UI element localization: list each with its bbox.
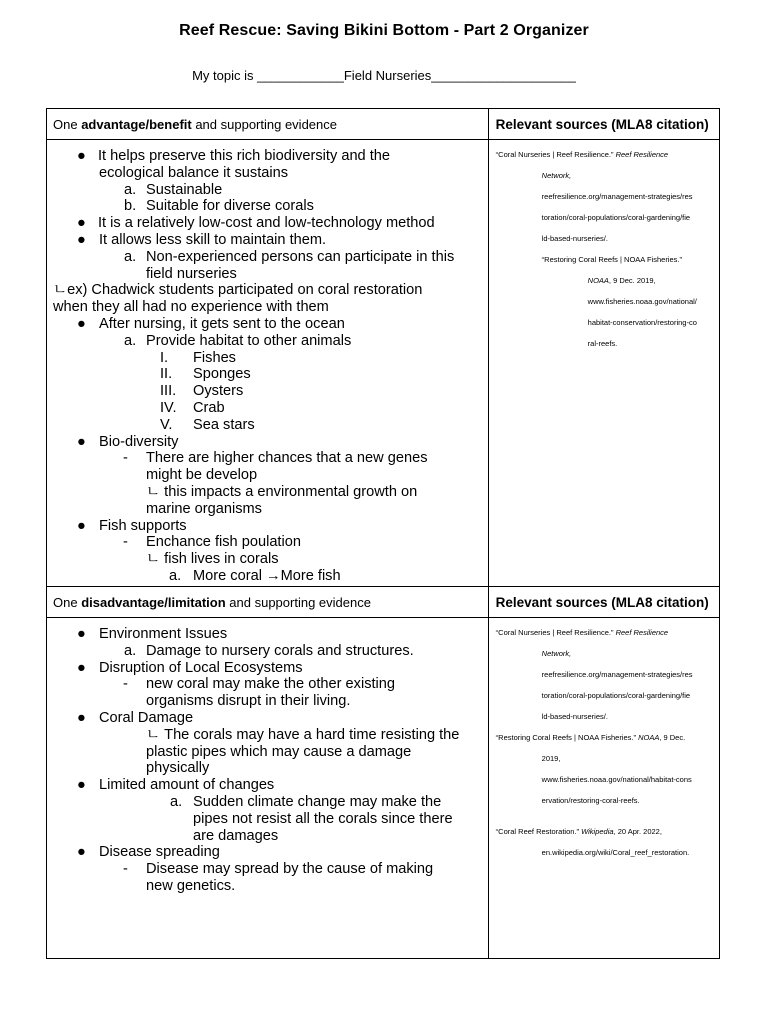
disadvantage-line [53,660,484,677]
disadvantage-citation-line: “Restoring Coral Reefs | NOAA Fisheries.” NOAA, 9 Dec. [495,733,686,742]
advantage-citation-line: ral-reefs. [587,339,618,348]
advantage-marker: III. [160,383,177,400]
advantage-text: Suitable for diverse corals [146,198,314,215]
advantage-marker: a. [124,332,137,349]
disadvantage-sources-cell [488,618,719,959]
advantage-text: It is a relatively low-cost and low-technology method [98,215,435,232]
advantage-text: Sustainable [146,181,223,198]
advantage-line [53,400,484,417]
organizer-table [46,108,720,959]
advantage-line [53,198,484,215]
advantage-line [53,316,484,333]
disadvantage-citation-line: ervation/restoring-coral-reefs. [541,796,640,805]
advantage-text: when they all had no experience with them [53,299,329,316]
advantage-marker: ● [77,433,86,450]
disadvantage-text: are damages [193,827,279,844]
advantage-text: After nursing, it gets sent to the ocean [99,315,345,332]
advantage-text: marine organisms [146,500,262,517]
disadvantage-citation-line: reefresilience.org/management-strategies/res [541,670,693,679]
disadvantage-citation-line: “Coral Nurseries | Reef Resilience.” Reef Resilience [495,628,669,637]
advantage-citation-line: www.fisheries.noaa.gov/national/ [587,297,697,306]
advantage-line [53,501,484,518]
advantage-text: ecological balance it sustains [99,164,289,181]
advantage-header: One advantage/benefit and supporting evidence [47,109,489,140]
advantage-text: Bio-diversity [99,433,179,450]
disadvantage-marker: ● [77,709,86,726]
advantage-line [53,484,484,501]
advantage-marker: ● [77,315,86,332]
disadvantage-marker: ● [77,626,86,642]
advantage-line [53,366,484,383]
disadvantage-line [53,828,484,845]
disadvantage-citation-line: Network, [541,649,572,658]
advantage-line [53,467,484,484]
advantage-text: Fish supports [99,517,187,534]
page-title: Reef Rescue: Saving Bikini Bottom - Part 2 Organizer [179,22,589,39]
advantage-line [53,232,484,249]
advantage-text: ㄴex) Chadwick students participated on coral restoration [53,282,423,299]
disadvantage-line [53,777,484,794]
disadvantage-text: plastic pipes which may cause a damage [146,743,412,760]
disadvantage-evidence-cell [47,618,489,959]
disadvantage-marker: ● [77,844,86,861]
disadvantage-citation-line: 2019, [541,754,561,763]
advantage-line [53,417,484,434]
disadvantage-marker: ● [77,777,86,794]
disadvantage-text: Sudden climate change may make the [193,793,442,810]
advantage-marker: a. [124,248,137,265]
disadvantage-text: Disease spreading [99,844,220,861]
advantage-text: Crab [193,399,225,416]
advantage-line [53,450,484,467]
advantage-marker: I. [160,349,169,366]
disadvantage-marker: a. [170,793,183,810]
advantage-text: Enchance fish poulation [146,534,301,551]
disadvantage-line [53,710,484,727]
advantage-marker: II. [160,366,173,383]
advantage-line [53,350,484,367]
disadvantage-line [53,760,484,777]
disadvantage-line [53,676,484,693]
advantage-line [53,282,484,299]
advantage-line [53,333,484,350]
advantage-citation-line: “Restoring Coral Reefs | NOAA Fisheries.” [541,255,682,264]
disadvantage-text: Damage to nursery corals and structures. [146,642,414,659]
disadvantage-text: ㄴ The corals may have a hard time resisting the [146,726,460,743]
advantage-line [53,551,484,568]
advantage-marker: a. [124,181,137,198]
disadvantage-header: One disadvantage/limitation and supporting evidence [47,587,489,618]
disadvantage-text: organisms disrupt in their living. [146,693,351,710]
disadvantage-text: pipes not resist all the corals since there [193,810,453,827]
advantage-citation-line: habitat-conservation/restoring-co [587,318,697,327]
advantage-line [53,148,484,165]
advantage-marker: b. [124,198,137,215]
advantage-evidence-cell [47,140,489,587]
advantage-line [53,215,484,232]
disadvantage-text: physically [146,760,210,777]
advantage-line [53,299,484,316]
disadvantage-text: new coral may make the other existing [146,676,396,693]
advantage-text: Sponges [193,366,251,383]
disadvantage-line [53,844,484,861]
advantage-marker: ● [77,231,86,248]
advantage-citation-line: “Coral Nurseries | Reef Resilience.” Reef Resilience [495,150,669,159]
advantage-citation-line: toration/coral-populations/coral-gardening/fie [541,213,691,222]
advantage-line [53,182,484,199]
disadvantage-line [53,744,484,761]
advantage-text: Sea stars [193,416,255,433]
disadvantage-citation-line: en.wikipedia.org/wiki/Coral_reef_restoration. [541,848,690,857]
disadvantage-line [53,861,484,878]
advantage-text: Oysters [193,383,244,400]
advantage-citation-line: NOAA, 9 Dec. 2019, [587,276,656,285]
advantage-text: ㄴ this impacts a environmental growth on [146,483,418,500]
advantage-text: Fishes [193,349,236,366]
advantage-sources-header: Relevant sources (MLA8 citation) [488,109,719,140]
disadvantage-text: new genetics. [146,877,236,894]
advantage-text: It allows less skill to maintain them. [99,231,327,248]
disadvantage-line [53,626,484,643]
disadvantage-line [53,794,484,811]
advantage-line [53,568,484,585]
advantage-text: Provide habitat to other animals [146,332,352,349]
disadvantage-line [53,693,484,710]
advantage-marker: ● [77,517,86,534]
advantage-marker: ● [77,148,86,164]
disadvantage-marker: a. [124,642,137,659]
advantage-marker: ● [77,215,86,232]
advantage-citation-line: ld-based-nurseries/. [541,234,608,243]
disadvantage-citation-line: www.fisheries.noaa.gov/national/habitat-cons [541,775,692,784]
advantage-marker: IV. [160,399,177,416]
advantage-citation-line: Network, [541,171,572,180]
disadvantage-citation-line: ld-based-nurseries/. [541,712,608,721]
disadvantage-marker: - [123,861,128,878]
disadvantage-citation-line: “Coral Reef Restoration.” Wikipedia, 20 Apr. 2022, [495,827,662,836]
topic-line: My topic is ____________Field Nurseries____________________ [192,68,576,83]
disadvantage-line [53,727,484,744]
disadvantage-line [53,811,484,828]
disadvantage-sources-header: Relevant sources (MLA8 citation) [488,587,719,618]
advantage-line [53,383,484,400]
advantage-marker: V. [160,416,173,433]
advantage-citation-line: reefresilience.org/management-strategies/res [541,192,693,201]
disadvantage-line [53,878,484,895]
advantage-text: ㄴ fish lives in corals [146,551,279,568]
disadvantage-line [53,643,484,660]
advantage-text: There are higher chances that a new genes [146,450,428,467]
advantage-text: Non-experienced persons can participate in this [146,248,455,265]
advantage-text: It helps preserve this rich biodiversity and the [98,148,391,164]
advantage-text: might be develop [146,467,258,484]
disadvantage-marker: ● [77,659,86,676]
advantage-marker: - [123,450,128,467]
advantage-line [53,534,484,551]
advantage-text: More coral →More fish [193,567,341,584]
advantage-text: field nurseries [146,265,237,282]
disadvantage-citation-line: toration/coral-populations/coral-gardening/fie [541,691,691,700]
advantage-marker: - [123,534,128,551]
disadvantage-text: Limited amount of changes [99,777,275,794]
advantage-sources-cell [488,140,719,587]
disadvantage-text: Environment Issues [99,626,228,642]
advantage-line [53,165,484,182]
disadvantage-text: Coral Damage [99,709,194,726]
disadvantage-text: Disease may spread by the cause of making [146,861,434,878]
advantage-line [53,249,484,266]
advantage-line [53,434,484,451]
disadvantage-text: Disruption of Local Ecosystems [99,659,303,676]
advantage-line [53,266,484,283]
disadvantage-marker: - [123,676,128,693]
advantage-line [53,518,484,535]
advantage-marker: a. [169,567,182,584]
